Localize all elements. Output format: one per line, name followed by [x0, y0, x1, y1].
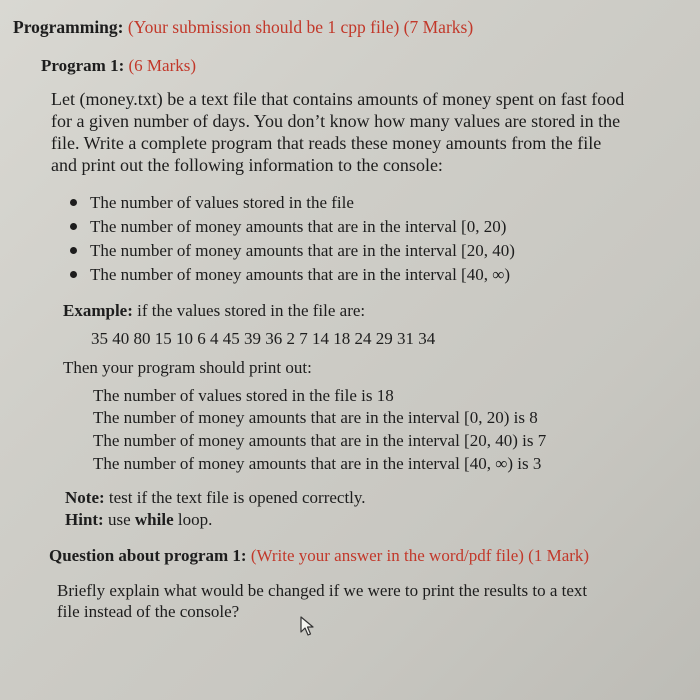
- note-line: [65, 488, 366, 508]
- example-text: if the values stored in the file are:: [132, 301, 366, 320]
- question-body-line: Briefly explain what would be changed if we were to print the results to a text: [57, 581, 588, 600]
- program-heading: [41, 56, 196, 76]
- hint-text-end: loop.: [173, 510, 213, 529]
- hint-text: use: [103, 510, 135, 529]
- section-heading-detail: (Your submission should be 1 cpp file) (7 Marks): [123, 17, 474, 37]
- program-heading-label: Program 1:: [41, 56, 125, 75]
- bullet-text: The number of money amounts that are in the interval [0, 20): [90, 217, 507, 236]
- section-heading: [13, 17, 473, 37]
- example-values: 35 40 80 15 10 6 4 45 39 36 2 7 14 18 24 29 31 34: [91, 329, 436, 348]
- bullet-item: [70, 241, 515, 261]
- question-label: Question about program 1:: [49, 546, 247, 565]
- note-text: test if the text file is opened correctly.: [104, 488, 366, 507]
- bullet-icon: [70, 247, 77, 254]
- question-heading: [49, 546, 589, 566]
- note-label: Note:: [65, 488, 105, 507]
- intro-line: file. Write a complete program that reads these money amounts from the file: [51, 133, 602, 153]
- example-heading: [63, 301, 365, 321]
- output-line: The number of money amounts that are in the interval [0, 20) is 8: [93, 408, 538, 427]
- output-line: The number of values stored in the file is 18: [93, 386, 394, 405]
- example-label: Example:: [63, 301, 133, 320]
- bullet-item: [70, 265, 510, 285]
- intro-line: for a given number of days. You don’t know how many values are stored in the: [51, 111, 621, 131]
- bullet-text: The number of money amounts that are in the interval [40, ∞): [90, 265, 510, 284]
- bullet-text: The number of money amounts that are in the interval [20, 40): [90, 241, 515, 260]
- bullet-item: [70, 193, 354, 213]
- bullet-icon: [70, 223, 77, 230]
- output-line: The number of money amounts that are in the interval [40, ∞) is 3: [93, 454, 542, 473]
- hint-label: Hint:: [65, 510, 104, 529]
- section-heading-label: Programming:: [13, 17, 124, 37]
- output-line: The number of money amounts that are in the interval [20, 40) is 7: [93, 431, 547, 450]
- hint-keyword: while: [134, 510, 174, 529]
- bullet-icon: [70, 199, 77, 206]
- intro-line: Let (money.txt) be a text file that contains amounts of money spent on fast food: [51, 89, 625, 109]
- hint-line: [65, 510, 212, 530]
- example-then: Then your program should print out:: [63, 358, 312, 377]
- question-body-line: file instead of the console?: [57, 602, 240, 621]
- bullet-icon: [70, 271, 77, 278]
- question-detail: (Write your answer in the word/pdf file) (1 Mark): [246, 546, 590, 565]
- intro-line: and print out the following information to the console:: [51, 155, 443, 175]
- program-heading-marks: (6 Marks): [124, 56, 197, 75]
- bullet-text: The number of values stored in the file: [90, 193, 354, 212]
- mouse-cursor-icon: [300, 616, 316, 636]
- bullet-item: [70, 217, 506, 237]
